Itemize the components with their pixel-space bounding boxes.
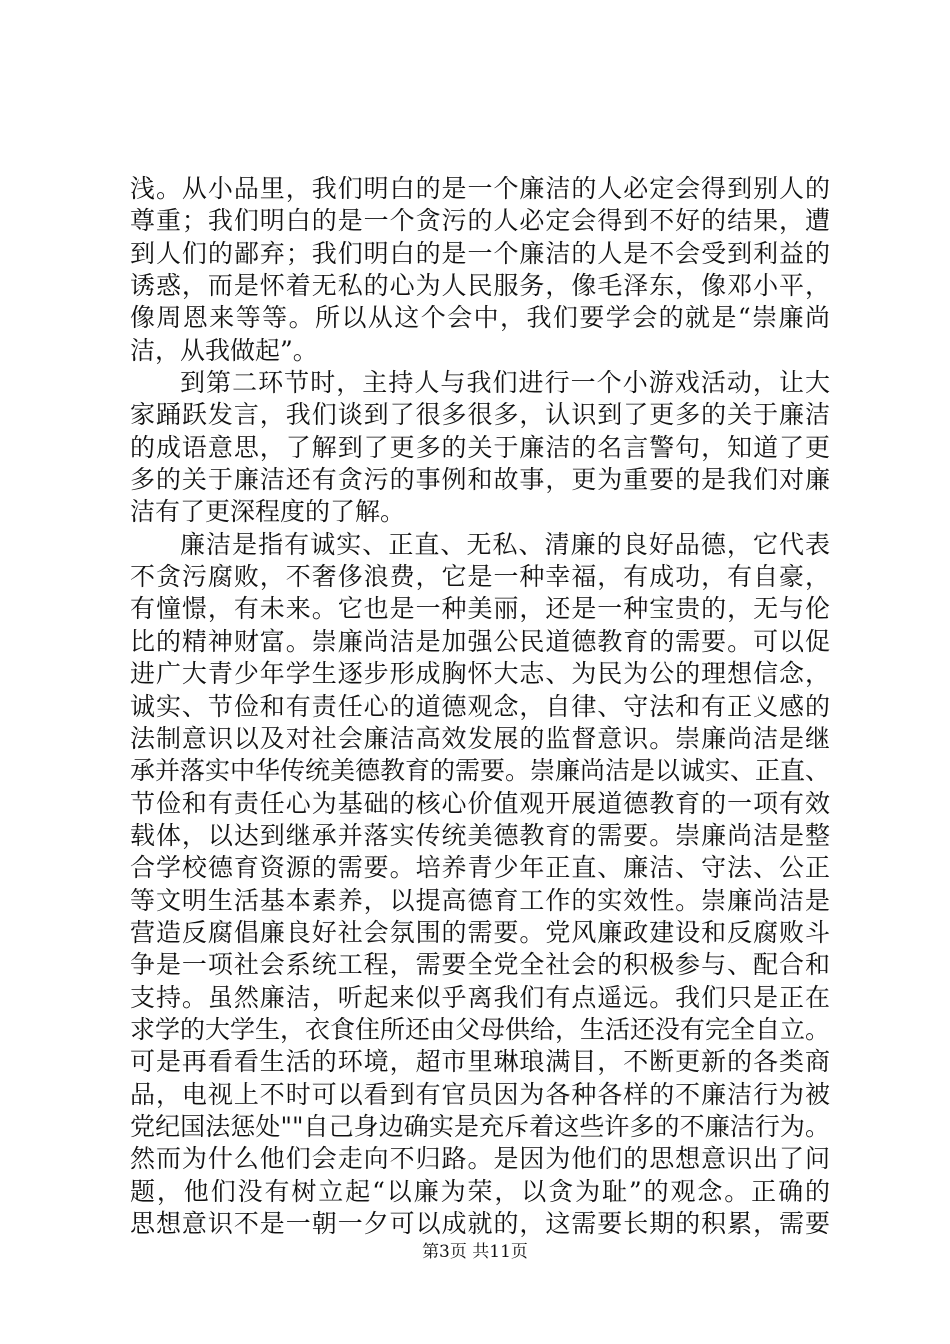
text-line: 比的精神财富。崇廉尚洁是加强公民道德教育的需要。可以促 <box>130 626 830 656</box>
body-text <box>130 173 830 1240</box>
text-line: 像周恩来等等。所以从这个会中，我们要学会的就是“崇廉尚 <box>130 303 830 333</box>
paragraph <box>130 173 830 367</box>
text-line: 等文明生活基本素养，以提高德育工作的实效性。崇廉尚洁是 <box>130 885 830 915</box>
text-line: 尊重；我们明白的是一个贪污的人必定会得到不好的结果，遭 <box>130 206 830 236</box>
text-line: 题，他们没有树立起“以廉为荣，以贪为耻”的观念。正确的 <box>130 1176 830 1206</box>
text-line: 到第二环节时，主持人与我们进行一个小游戏活动，让大 <box>180 368 830 398</box>
text-line: 诱惑，而是怀着无私的心为人民服务，像毛泽东，像邓小平， <box>130 271 830 301</box>
text-line: 不贪污腐败，不奢侈浪费，它是一种幸福，有成功，有自豪， <box>130 562 830 592</box>
text-line: 可是再看看生活的环境，超市里琳琅满目，不断更新的各类商 <box>130 1047 830 1077</box>
text-line: 洁有了更深程度的了解。 <box>130 497 406 527</box>
text-line: 进广大青少年学生逐步形成胸怀大志、为民为公的理想信念， <box>130 659 830 689</box>
text-line: 到人们的鄙弃；我们明白的是一个廉洁的人是不会受到利益的 <box>130 238 830 268</box>
text-line: 合学校德育资源的需要。培养青少年正直、廉洁、守法、公正 <box>130 853 830 883</box>
page-footer: 第3页 共11页 <box>422 1242 528 1262</box>
text-line: 思想意识不是一朝一夕可以成就的，这需要长期的积累，需要 <box>130 1209 830 1238</box>
text-line: 洁，从我做起”。 <box>130 335 318 365</box>
text-line: 求学的大学生，衣食住所还由父母供给，生活还没有完全自立。 <box>130 1014 831 1044</box>
paragraph <box>130 529 830 1241</box>
text-line: 党纪国法惩处""自己身边确实是充斥着这些许多的不廉洁行为。 <box>130 1111 830 1141</box>
text-line: 诚实、节俭和有责任心的道德观念，自律、守法和有正义感的 <box>130 691 830 721</box>
text-line: 营造反腐倡廉良好社会氛围的需要。党风廉政建设和反腐败斗 <box>130 917 830 947</box>
text-line: 然而为什么他们会走向不归路。是因为他们的思想意识出了问 <box>130 1144 830 1174</box>
text-line: 法制意识以及对社会廉洁高效发展的监督意识。崇廉尚洁是继 <box>130 723 830 753</box>
text-line: 争是一项社会系统工程，需要全党全社会的积极参与、配合和 <box>130 950 830 980</box>
text-line: 支持。虽然廉洁，听起来似乎离我们有点遥远。我们只是正在 <box>130 982 830 1012</box>
text-line: 的成语意思，了解到了更多的关于廉洁的名言警句，知道了更 <box>130 432 830 462</box>
text-line: 多的关于廉洁还有贪污的事例和故事，更为重要的是我们对廉 <box>130 465 830 495</box>
text-line: 家踊跃发言，我们谈到了很多很多，认识到了更多的关于廉洁 <box>130 400 830 430</box>
paragraph <box>130 367 830 529</box>
text-line: 承并落实中华传统美德教育的需要。崇廉尚洁是以诚实、正直、 <box>130 756 831 786</box>
text-line: 载体，以达到继承并落实传统美德教育的需要。崇廉尚洁是整 <box>130 820 830 850</box>
text-line: 廉洁是指有诚实、正直、无私、清廉的良好品德，它代表 <box>180 529 830 559</box>
text-line: 节俭和有责任心为基础的核心价值观开展道德教育的一项有效 <box>130 788 830 818</box>
text-line: 品，电视上不时可以看到有官员因为各种各样的不廉洁行为被 <box>130 1079 830 1109</box>
text-line: 有憧憬，有未来。它也是一种美丽，还是一种宝贵的，无与伦 <box>130 594 830 624</box>
text-line: 浅。从小品里，我们明白的是一个廉洁的人必定会得到别人的 <box>130 174 830 203</box>
